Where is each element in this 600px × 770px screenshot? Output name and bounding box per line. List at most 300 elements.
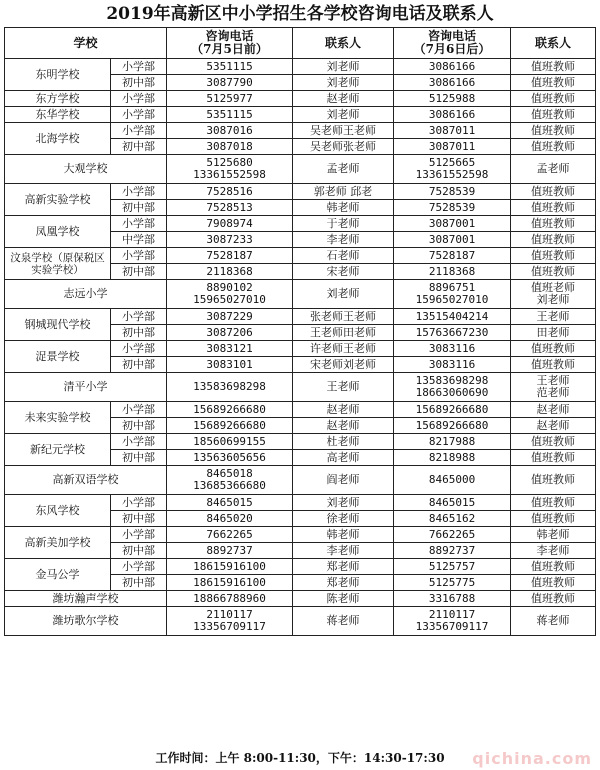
contact-before-name: 徐老师 (326, 511, 360, 525)
phone-after-number: 2118368 (428, 264, 476, 278)
phone-after-number: 13515404214 (415, 309, 489, 323)
contact-before (293, 511, 394, 527)
phone-after (394, 139, 511, 155)
contact-after (511, 264, 596, 280)
phone-before-number: 15689266680 (193, 418, 266, 432)
phone-before-number: 7662265 (206, 527, 253, 541)
table-row (5, 527, 596, 543)
phone-after-number: 3087011 (428, 123, 476, 137)
contact-after (511, 232, 596, 248)
contact-before (293, 434, 394, 450)
phone-before (167, 139, 293, 155)
phone-before (167, 123, 293, 139)
contact-after-name: 王老师 (536, 374, 570, 387)
department: 初中部 (111, 200, 167, 216)
phone-after (394, 511, 511, 527)
phone-after-number: 3086166 (428, 107, 476, 121)
school-name: 钢城现代学校 (5, 309, 111, 341)
phone-after-number: 8217988 (428, 434, 476, 448)
contact-before-name: 赵老师 (326, 91, 360, 105)
header-phone-after (394, 28, 511, 59)
contact-after (511, 123, 596, 139)
contact-after (511, 155, 596, 184)
phone-after-mobile: 18663060690 (415, 386, 489, 399)
contact-before-name: 阎老师 (326, 473, 360, 486)
contact-after-name: 值班教师 (531, 232, 576, 246)
contact-after (511, 216, 596, 232)
contact-after-name: 值班教师 (531, 264, 576, 278)
phone-before-number: 3087016 (206, 123, 253, 137)
phone-after (394, 450, 511, 466)
department: 初中部 (111, 325, 167, 341)
phone-after (394, 91, 511, 107)
table-row (5, 91, 596, 107)
department: 小学部 (111, 402, 167, 418)
phone-before (167, 357, 293, 373)
contact-before (293, 543, 394, 559)
school-name: 大观学校 (5, 155, 167, 184)
phone-after-mobile: 15965027010 (415, 293, 489, 306)
phone-before (167, 607, 293, 636)
contact-after-name: 值班教师 (531, 341, 576, 355)
department: 小学部 (111, 184, 167, 200)
contact-after (511, 107, 596, 123)
contact-before-name: 韩老师 (326, 527, 360, 541)
department: 初中部 (111, 139, 167, 155)
contact-after (511, 607, 596, 636)
phone-before (167, 184, 293, 200)
school-name: 未来实验学校 (5, 402, 111, 434)
table-row (5, 309, 596, 325)
phone-before (167, 418, 293, 434)
contact-before-name: 张老师王老师 (310, 309, 377, 323)
phone-before-number: 8892737 (206, 543, 253, 557)
phone-after-number: 8465000 (428, 473, 476, 486)
header-phone-before-line1: 咨询电话 (205, 29, 254, 43)
phone-after (394, 466, 511, 495)
contact-before-name: 王老师 (326, 380, 360, 393)
phone-before-number: 13583698298 (193, 380, 266, 393)
phone-after (394, 527, 511, 543)
contact-after (511, 280, 596, 309)
phone-after-number: 5125757 (428, 559, 476, 573)
phone-after (394, 184, 511, 200)
contact-after-name-2: 范老师 (536, 386, 570, 399)
contact-after (511, 527, 596, 543)
contact-before-name: 宋老师刘老师 (310, 357, 377, 371)
contact-before-name: 刘老师 (326, 495, 360, 509)
department: 小学部 (111, 309, 167, 325)
phone-after-number: 3087001 (428, 216, 476, 230)
phone-before (167, 591, 293, 607)
contact-after-name: 值班教师 (531, 473, 576, 486)
contact-before-name: 刘老师 (326, 75, 360, 89)
phone-before-number: 5351115 (206, 59, 253, 73)
phone-after-number: 15689266680 (415, 402, 489, 416)
contact-after-name: 王老师 (536, 309, 570, 323)
phone-after-number: 8465015 (428, 495, 476, 509)
phone-before (167, 59, 293, 75)
phone-after-number: 7528539 (428, 184, 476, 198)
phone-before-number: 8465015 (206, 495, 253, 509)
phone-after-number: 13583698298 (415, 374, 489, 387)
phone-before-number: 2118368 (206, 264, 253, 278)
department: 初中部 (111, 511, 167, 527)
department: 初中部 (111, 357, 167, 373)
contact-before-name: 郑老师 (326, 575, 360, 589)
contact-after (511, 75, 596, 91)
phone-after (394, 325, 511, 341)
phone-after-number: 15763667230 (415, 325, 489, 339)
contact-after-name: 值班教师 (531, 59, 576, 73)
phone-after-number: 3083116 (428, 341, 476, 355)
phone-before-number: 2110117 (206, 608, 253, 621)
phone-after (394, 591, 511, 607)
contact-after-name: 值班教师 (531, 575, 576, 589)
contact-after (511, 325, 596, 341)
department: 小学部 (111, 495, 167, 511)
contact-before-name: 吴老师张老师 (310, 139, 377, 153)
table-row (5, 495, 596, 511)
contact-before (293, 309, 394, 325)
department: 小学部 (111, 107, 167, 123)
contact-before-name: 许老师王老师 (310, 341, 377, 355)
school-name: 东风学校 (5, 495, 111, 527)
phone-after-number: 3087001 (428, 232, 476, 246)
contact-after (511, 59, 596, 75)
school-name: 高新实验学校 (5, 184, 111, 216)
phone-before-mobile: 13361552598 (193, 168, 266, 181)
phone-before (167, 309, 293, 325)
contact-before (293, 184, 394, 200)
contact-after-name: 值班教师 (531, 139, 576, 153)
phone-after-number: 2110117 (428, 608, 476, 621)
contact-after-name: 蒋老师 (536, 614, 570, 627)
phone-after (394, 264, 511, 280)
phone-before-number: 3083101 (206, 357, 253, 371)
contact-before (293, 232, 394, 248)
phone-before (167, 248, 293, 264)
contact-before (293, 527, 394, 543)
phone-after (394, 280, 511, 309)
contact-after-name: 值班老师 (531, 281, 576, 294)
contact-before-name: 刘老师 (326, 59, 360, 73)
department: 初中部 (111, 575, 167, 591)
contact-before-name: 宋老师 (326, 264, 360, 278)
school-name: 志远小学 (5, 280, 167, 309)
phone-before-number: 5351115 (206, 107, 253, 121)
phone-after-number: 15689266680 (415, 418, 489, 432)
contact-before (293, 495, 394, 511)
contact-after (511, 434, 596, 450)
contact-after-name: 值班教师 (531, 107, 576, 121)
phone-before (167, 264, 293, 280)
department: 小学部 (111, 91, 167, 107)
phone-before (167, 216, 293, 232)
phone-before-number: 7528516 (206, 184, 253, 198)
table-row (5, 607, 596, 636)
table-row (5, 373, 596, 402)
phone-after (394, 434, 511, 450)
contact-before (293, 107, 394, 123)
phone-before-number: 18615916100 (193, 575, 266, 589)
phone-after-number: 8892737 (428, 543, 476, 557)
contact-after (511, 575, 596, 591)
phone-after (394, 402, 511, 418)
department: 小学部 (111, 216, 167, 232)
phone-before-number: 18866788960 (193, 591, 266, 605)
table-row (5, 341, 596, 357)
phone-before (167, 91, 293, 107)
department: 小学部 (111, 248, 167, 264)
table-row (5, 248, 596, 264)
contact-after (511, 402, 596, 418)
contact-after (511, 559, 596, 575)
phone-after-mobile: 13356709117 (415, 620, 489, 633)
contact-after-name: 值班教师 (531, 434, 576, 448)
phone-before (167, 75, 293, 91)
contact-before-name: 吴老师王老师 (310, 123, 377, 137)
contact-before-name: 赵老师 (326, 418, 360, 432)
phone-after-number: 3087011 (428, 139, 476, 153)
phone-before (167, 200, 293, 216)
contact-after-name: 孟老师 (536, 162, 570, 175)
header-phone-after-line1: 咨询电话 (428, 29, 477, 43)
school-name: 高新双语学校 (5, 466, 167, 495)
phone-before-number: 7528187 (206, 248, 253, 262)
department: 小学部 (111, 123, 167, 139)
table-row (5, 123, 596, 139)
header-phone-before (167, 28, 293, 59)
phone-before (167, 434, 293, 450)
contact-before (293, 607, 394, 636)
contact-before-name: 郭老师 邱老 (313, 184, 373, 198)
phone-before-number: 3083121 (206, 341, 253, 355)
phone-before-number: 13563605656 (193, 450, 266, 464)
department: 小学部 (111, 434, 167, 450)
header-phone-after-line2: （7月6日后） (413, 42, 491, 56)
contact-before (293, 325, 394, 341)
contact-before-name: 韩老师 (326, 200, 360, 214)
phone-before-number: 3087233 (206, 232, 253, 246)
table-body (5, 59, 596, 636)
phone-after (394, 418, 511, 434)
table-row (5, 59, 596, 75)
working-hours: 工作时间：上午 8:00-11:30，下午：14:30-17:30 (155, 751, 445, 765)
phone-after (394, 575, 511, 591)
contact-after-name: 值班教师 (531, 495, 576, 509)
school-name: 汶泉学校（原保税区实验学校） (5, 248, 111, 280)
phone-before (167, 527, 293, 543)
contact-after (511, 418, 596, 434)
table-row (5, 280, 596, 309)
phone-after (394, 75, 511, 91)
contact-before (293, 75, 394, 91)
phone-after-number: 3086166 (428, 59, 476, 73)
contact-after-name: 值班教师 (531, 200, 576, 214)
contact-after (511, 200, 596, 216)
phone-before (167, 280, 293, 309)
header-contact-after: 联系人 (511, 28, 596, 59)
page-title: 2019年高新区中小学招生各学校咨询电话及联系人 (106, 4, 494, 24)
phone-before (167, 495, 293, 511)
watermark: qichina.com (472, 749, 592, 768)
phone-after (394, 373, 511, 402)
department: 初中部 (111, 418, 167, 434)
contact-after-name: 值班教师 (531, 216, 576, 230)
phone-before (167, 107, 293, 123)
contact-after (511, 248, 596, 264)
table-row (5, 402, 596, 418)
department: 小学部 (111, 59, 167, 75)
phone-after (394, 357, 511, 373)
school-name: 凤凰学校 (5, 216, 111, 248)
phone-before-number: 3087206 (206, 325, 253, 339)
contact-after-name: 值班教师 (531, 591, 576, 605)
contact-after-name: 赵老师 (536, 402, 570, 416)
contact-before-name: 蒋老师 (326, 614, 360, 627)
contact-before (293, 575, 394, 591)
phone-before-number: 3087018 (206, 139, 253, 153)
table-row (5, 559, 596, 575)
contact-before (293, 264, 394, 280)
school-name: 潍坊瀚声学校 (5, 591, 167, 607)
phone-after (394, 155, 511, 184)
contact-before-name: 孟老师 (326, 162, 360, 175)
contact-before (293, 248, 394, 264)
contact-after-name: 值班教师 (531, 450, 576, 464)
school-name: 东明学校 (5, 59, 111, 91)
phone-after-number: 5125775 (428, 575, 476, 589)
contact-after (511, 511, 596, 527)
table-row (5, 107, 596, 123)
contact-after-name: 值班教师 (531, 248, 576, 262)
department: 中学部 (111, 232, 167, 248)
contact-before (293, 450, 394, 466)
phone-after-number: 5125988 (428, 91, 476, 105)
phone-after (394, 232, 511, 248)
department: 初中部 (111, 264, 167, 280)
contact-before (293, 418, 394, 434)
contact-after (511, 450, 596, 466)
contact-after-name-2: 刘老师 (536, 293, 570, 306)
phone-before (167, 559, 293, 575)
phone-after-number: 7528187 (428, 248, 476, 262)
phone-before-number: 7908974 (206, 216, 253, 230)
phone-before-number: 5125680 (206, 156, 253, 169)
phone-after (394, 123, 511, 139)
phone-before-number: 15689266680 (193, 402, 266, 416)
phone-after (394, 559, 511, 575)
header-row (5, 28, 596, 59)
contact-before-name: 李老师 (326, 232, 360, 246)
contact-before (293, 559, 394, 575)
contact-after (511, 184, 596, 200)
contact-before (293, 200, 394, 216)
contact-after-name: 李老师 (536, 543, 570, 557)
phone-before (167, 373, 293, 402)
contact-before-name: 刘老师 (326, 287, 360, 300)
contact-before (293, 466, 394, 495)
phone-before-number: 3087229 (206, 309, 253, 323)
phone-before (167, 543, 293, 559)
phone-before (167, 155, 293, 184)
contact-before-name: 李老师 (326, 543, 360, 557)
contact-before-name: 于老师 (326, 216, 360, 230)
phone-before (167, 466, 293, 495)
phone-after-number: 8218988 (428, 450, 476, 464)
department: 初中部 (111, 450, 167, 466)
phone-before (167, 232, 293, 248)
contact-before (293, 123, 394, 139)
phone-before-number: 18560699155 (193, 434, 266, 448)
phone-before (167, 341, 293, 357)
contact-before (293, 357, 394, 373)
header-contact-before: 联系人 (293, 28, 394, 59)
contact-before-name: 陈老师 (326, 591, 360, 605)
phone-before-number: 8465018 (206, 467, 253, 480)
contact-after (511, 91, 596, 107)
school-name: 浞景学校 (5, 341, 111, 373)
phone-before (167, 325, 293, 341)
contact-before (293, 341, 394, 357)
department: 小学部 (111, 341, 167, 357)
table-row (5, 434, 596, 450)
contact-after-name: 田老师 (536, 325, 570, 339)
phone-before-number: 7528513 (206, 200, 253, 214)
phone-before-number: 18615916100 (193, 559, 266, 573)
contact-before (293, 91, 394, 107)
school-name: 东方学校 (5, 91, 111, 107)
contact-after-name: 值班教师 (531, 123, 576, 137)
school-name: 新纪元学校 (5, 434, 111, 466)
contact-after (511, 373, 596, 402)
phone-before-number: 8465020 (206, 511, 253, 525)
contact-before (293, 139, 394, 155)
contact-after-name: 值班教师 (531, 357, 576, 371)
phone-after (394, 495, 511, 511)
phone-before (167, 511, 293, 527)
contact-before-name: 杜老师 (326, 434, 360, 448)
phone-after-number: 5125665 (428, 156, 476, 169)
contact-after-name: 值班教师 (531, 559, 576, 573)
phone-before (167, 402, 293, 418)
contact-before (293, 59, 394, 75)
school-name: 东华学校 (5, 107, 111, 123)
contact-after (511, 309, 596, 325)
contact-before (293, 591, 394, 607)
phone-after (394, 248, 511, 264)
school-name: 北海学校 (5, 123, 111, 155)
contact-before (293, 216, 394, 232)
contact-after-name: 值班教师 (531, 184, 576, 198)
contact-before-name: 刘老师 (326, 107, 360, 121)
phone-after (394, 216, 511, 232)
phone-after-number: 8896751 (428, 281, 476, 294)
contact-after (511, 495, 596, 511)
contact-after (511, 139, 596, 155)
contact-before (293, 280, 394, 309)
contact-table (4, 27, 596, 636)
phone-after (394, 309, 511, 325)
school-name: 清平小学 (5, 373, 167, 402)
table-row (5, 216, 596, 232)
department: 初中部 (111, 75, 167, 91)
table-row (5, 184, 596, 200)
contact-before-name: 高老师 (326, 450, 360, 464)
phone-before-mobile: 13685366680 (193, 479, 266, 492)
school-name: 金马公学 (5, 559, 111, 591)
